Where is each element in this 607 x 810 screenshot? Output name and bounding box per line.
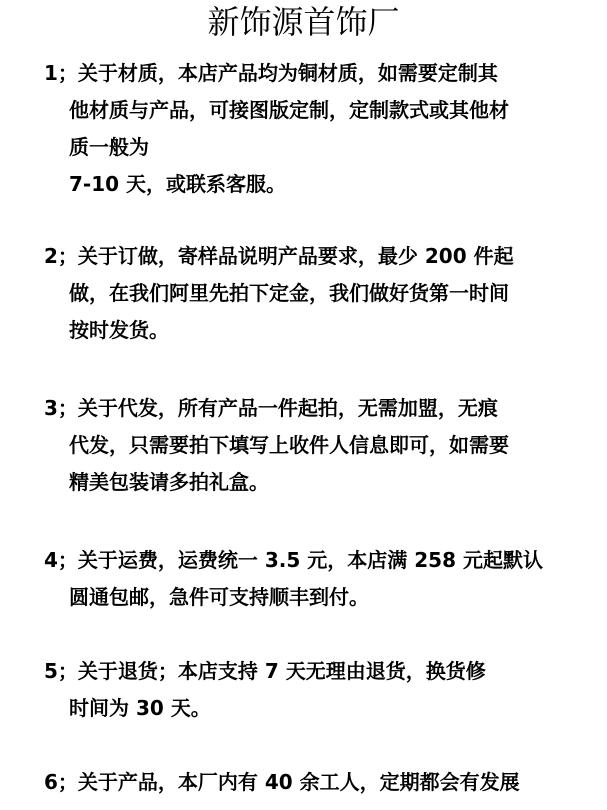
document-title: 新饰源首饰厂	[207, 3, 400, 41]
policy-line: 1；关于材质，本店产品均为铜材质，如需要定制其	[44, 61, 498, 85]
policy-item-products	[44, 764, 564, 801]
policy-item-shipping	[44, 542, 564, 616]
policy-line: 时间为 30 天。	[69, 696, 211, 720]
policy-item-dropshipping	[44, 390, 564, 501]
policy-line: 6；关于产品，本厂内有 40 余工人，定期都会有发展	[44, 770, 520, 794]
policy-line: 代发，只需要拍下填写上收件人信息即可，如需要	[69, 433, 509, 457]
policy-line: 精美包装请多拍礼盒。	[69, 470, 269, 494]
policy-line: 7-10 天，或联系客服。	[69, 172, 287, 196]
policy-line: 5；关于退货；本店支持 7 天无理由退货，换货修	[44, 659, 486, 683]
policy-line: 做，在我们阿里先拍下定金，我们做好货第一时间	[69, 281, 509, 305]
policy-line: 2；关于订做，寄样品说明产品要求，最少 200 件起	[44, 244, 514, 268]
policy-item-returns	[44, 653, 564, 727]
policy-item-custom-order	[44, 238, 564, 349]
policy-line: 圆通包邮，急件可支持顺丰到付。	[69, 585, 369, 609]
policy-line: 质一般为	[69, 135, 149, 159]
policy-line: 4；关于运费，运费统一 3.5 元，本店满 258 元起默认	[44, 548, 543, 572]
policy-item-material	[44, 55, 564, 203]
policy-line: 3；关于代发，所有产品一件起拍，无需加盟，无痕	[44, 396, 498, 420]
policy-line: 他材质与产品，可接图版定制，定制款式或其他材	[69, 98, 509, 122]
policy-line: 按时发货。	[69, 318, 169, 342]
